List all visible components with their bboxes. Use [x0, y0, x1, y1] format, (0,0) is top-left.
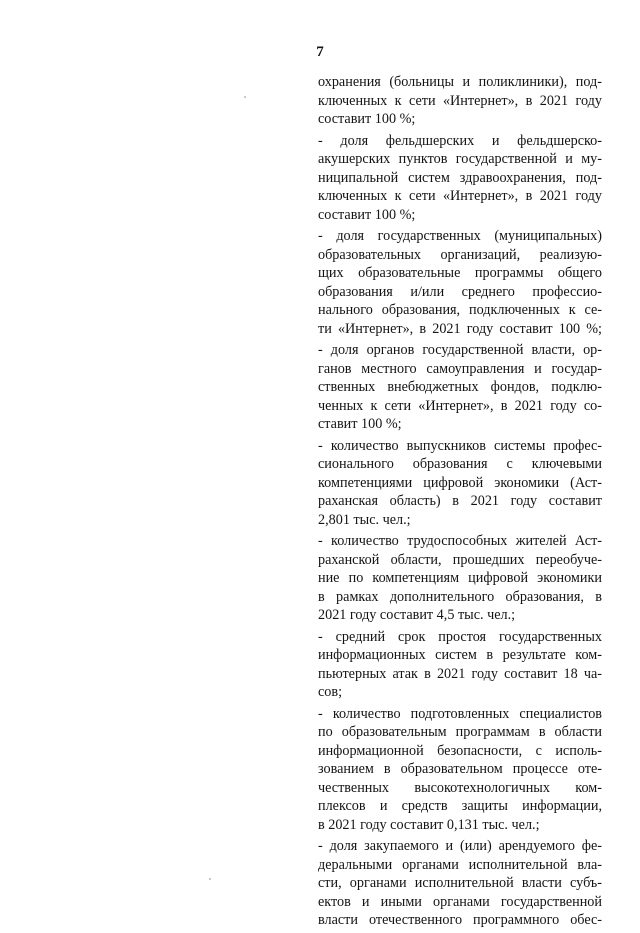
text-line: - доля органов государственной власти, ор-	[318, 342, 602, 358]
text-line: образовательных организаций, реализую-	[318, 246, 602, 263]
text-line: 2021 году составит 4,5 тыс. чел.;	[318, 607, 516, 623]
text-line: деральными органами исполнительной вла-	[318, 856, 602, 873]
text-line: в рамках дополнительного образования, в	[318, 588, 602, 605]
scan-speck	[209, 878, 211, 880]
text-line: пьютерных атак в 2021 году составит 18 ча-	[318, 665, 602, 682]
text-line: раханская область) в 2021 году составит	[318, 493, 602, 509]
text-line: информационной безопасности, с исполь-	[318, 742, 602, 759]
paragraph	[318, 227, 602, 338]
text-line: ектов и иными органами государственной	[318, 893, 602, 910]
paragraph	[318, 705, 602, 835]
text-line: по образовательным программам в области	[318, 724, 602, 740]
text-line: - количество выпускников системы профес-	[318, 437, 602, 454]
text-line: образования и/или среднего профессио-	[318, 283, 602, 300]
document-text-column	[318, 73, 602, 933]
paragraph	[318, 341, 602, 434]
text-line: плексов и средств защиты информации,	[318, 798, 602, 814]
text-line: - доля закупаемого и (или) арендуемого фе-	[318, 838, 602, 854]
text-line: акушерских пунктов государственной и му-	[318, 151, 602, 167]
text-line: ниципальной систем здравоохранения, под-	[318, 169, 602, 186]
text-line: - доля государственных (муниципальных)	[318, 228, 602, 244]
page-number: 7	[316, 44, 324, 60]
text-line: сов;	[318, 684, 343, 700]
paragraph	[318, 628, 602, 702]
text-line: охранения (больницы и поликлиники), под-	[318, 74, 602, 90]
text-line: составит 100 %;	[318, 206, 416, 223]
text-line: ти «Интернет», в 2021 году составит 100 %;	[318, 320, 602, 337]
text-line: - доля фельдшерских и фельдшерско-	[318, 132, 602, 149]
text-line: ние по компетенциям цифровой экономики	[318, 570, 602, 586]
text-line: щих образовательные программы общего	[318, 265, 602, 281]
text-line: сти, органами исполнительной власти субъ-	[318, 875, 602, 891]
text-line: нального образования, подключенных к се-	[318, 302, 602, 318]
text-line: составит 100 %;	[318, 111, 416, 127]
paragraph	[318, 132, 602, 225]
text-line: ключенных к сети «Интернет», в 2021 году	[318, 188, 602, 204]
text-line: ственных внебюджетных фондов, подклю-	[318, 379, 602, 395]
text-line: - количество подготовленных специалистов	[318, 705, 602, 722]
text-line: ставит 100 %;	[318, 416, 402, 432]
text-line: - количество трудоспособных жителей Аст-	[318, 533, 602, 549]
text-line: раханской области, прошедших переобуче-	[318, 551, 602, 568]
text-line: - средний срок простоя государственных	[318, 628, 602, 645]
scan-speck	[244, 96, 246, 98]
paragraph	[318, 532, 602, 625]
text-line: ганов местного самоуправления и государ-	[318, 360, 602, 377]
text-line: власти отечественного программного обес-	[318, 912, 602, 928]
paragraph	[318, 73, 602, 129]
text-line: сионального образования с ключевыми	[318, 456, 602, 472]
paragraph	[318, 437, 602, 530]
text-line: компетенциями цифровой экономики (Аст-	[318, 474, 602, 491]
paragraph	[318, 837, 602, 930]
text-line: зованием в образовательном процессе оте-	[318, 761, 602, 777]
text-line: информационных систем в результате ком-	[318, 647, 602, 663]
text-line: ключенных к сети «Интернет», в 2021 году	[318, 92, 602, 109]
text-line: 2,801 тыс. чел.;	[318, 511, 411, 528]
text-line: ченных к сети «Интернет», в 2021 году со-	[318, 397, 602, 414]
text-line: в 2021 году составит 0,131 тыс. чел.;	[318, 816, 540, 833]
text-line: чественных высокотехнологичных ком-	[318, 779, 602, 796]
